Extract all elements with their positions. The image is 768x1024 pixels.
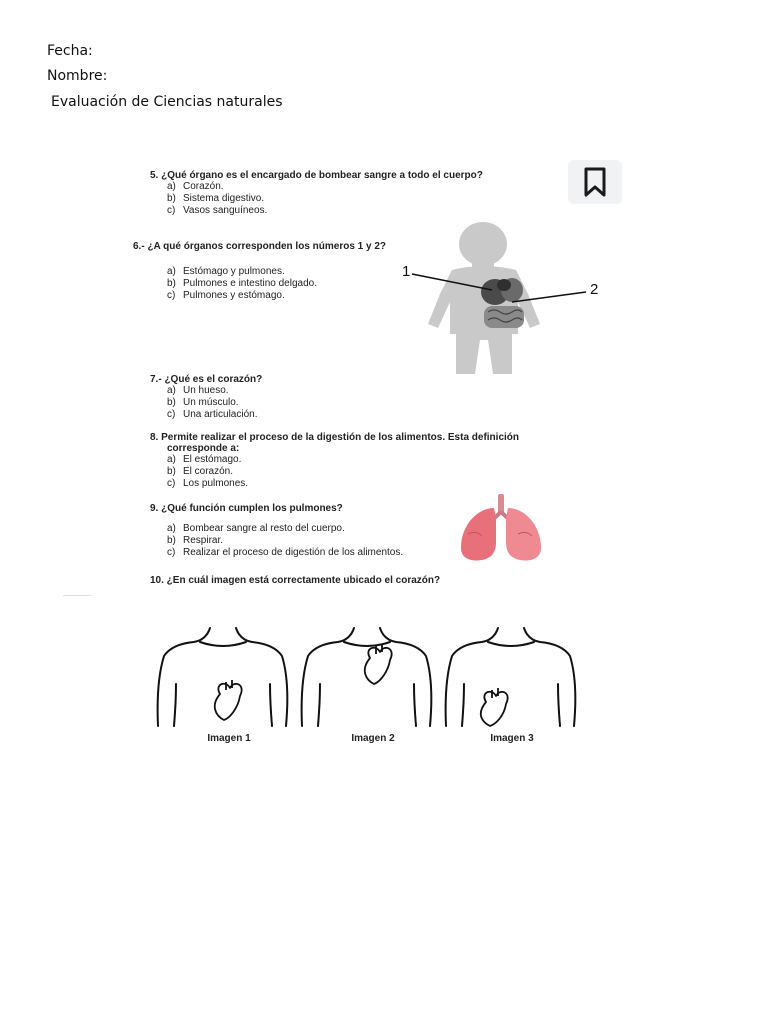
body-organs-figure — [400, 222, 615, 378]
question-8-option-c — [150, 478, 519, 490]
option-text: Sistema digestivo. — [183, 193, 265, 204]
option-letter: c) — [167, 478, 176, 489]
option-letter: a) — [167, 266, 176, 277]
option-text: Corazón. — [183, 181, 224, 192]
question-9 — [150, 503, 403, 559]
question-5-option-b — [150, 193, 483, 205]
option-letter: b) — [167, 466, 176, 477]
option-text: El estómago. — [183, 454, 242, 465]
question-6-option-a — [133, 266, 386, 278]
option-letter: a) — [167, 181, 176, 192]
option-text: Vasos sanguíneos. — [183, 205, 268, 216]
lungs-figure — [458, 494, 544, 562]
heart-3 — [481, 688, 508, 726]
option-text: Estómago y pulmones. — [183, 266, 285, 277]
question-7-title: 7.- ¿Qué es el corazón? — [150, 374, 263, 385]
question-7-option-b — [150, 397, 262, 409]
option-letter: c) — [167, 290, 176, 301]
fecha-label: Fecha: — [47, 43, 93, 59]
question-5-option-c — [150, 205, 483, 217]
question-7 — [150, 374, 262, 421]
option-letter: a) — [167, 385, 176, 396]
question-9-option-c — [150, 547, 403, 559]
question-6-option-c — [133, 290, 386, 302]
option-text: Un músculo. — [183, 397, 239, 408]
option-text: Pulmones y estómago. — [183, 290, 285, 301]
question-9-option-b — [150, 535, 403, 547]
option-text: Bombear sangre al resto del cuerpo. — [183, 523, 345, 534]
torso-3 — [446, 628, 576, 726]
question-10-title: 10. ¿En cuál imagen está correctamente ubicado el corazón? — [150, 575, 441, 586]
bookmark-icon — [583, 167, 607, 197]
question-8-option-a — [150, 454, 519, 466]
option-text: Respirar. — [183, 535, 224, 546]
bookmark-button[interactable] — [568, 160, 622, 204]
option-letter: b) — [167, 278, 176, 289]
caption-image-1: Imagen 1 — [207, 733, 251, 744]
question-10 — [150, 575, 440, 586]
option-text: Pulmones e intestino delgado. — [183, 278, 317, 289]
option-text: Una articulación. — [183, 409, 258, 420]
heart-1 — [215, 680, 242, 720]
label-2: 2 — [590, 281, 599, 298]
option-letter: b) — [167, 193, 176, 204]
question-9-title: 9. ¿Qué función cumplen los pulmones? — [150, 503, 343, 514]
question-8-title-cont: corresponde a: — [167, 443, 240, 454]
question-8 — [150, 432, 519, 490]
question-7-option-c — [150, 409, 262, 421]
option-letter: c) — [167, 205, 176, 216]
option-text: Los pulmones. — [183, 478, 249, 489]
question-5-option-a — [150, 181, 483, 193]
divider — [63, 595, 91, 596]
torso-images-figure — [150, 622, 585, 730]
option-text: Un hueso. — [183, 385, 229, 396]
option-letter: c) — [167, 409, 176, 420]
caption-image-2: Imagen 2 — [351, 733, 395, 744]
question-8-title: 8. Permite realizar el proceso de la digestión de los alimentos. Esta definición — [150, 432, 520, 443]
question-5-title: 5. ¿Qué órgano es el encargado de bombear sangre a todo el cuerpo? — [150, 170, 483, 181]
option-letter: a) — [167, 454, 176, 465]
question-6 — [133, 241, 386, 302]
caption-image-3: Imagen 3 — [490, 733, 534, 744]
option-text: El corazón. — [183, 466, 234, 477]
option-letter: a) — [167, 523, 176, 534]
question-7-option-a — [150, 385, 262, 397]
question-9-option-a — [150, 523, 403, 535]
nombre-label: Nombre: — [47, 68, 108, 84]
page-title: Evaluación de Ciencias naturales — [51, 94, 283, 110]
question-8-option-b — [150, 466, 519, 478]
question-5 — [150, 170, 483, 217]
heart-2 — [365, 644, 392, 684]
question-6-title: 6.- ¿A qué órganos corresponden los números 1 y 2? — [133, 241, 387, 252]
label-1: 1 — [402, 263, 411, 280]
option-letter: c) — [167, 547, 176, 558]
question-6-option-b — [133, 278, 386, 290]
option-letter: b) — [167, 397, 176, 408]
option-letter: b) — [167, 535, 176, 546]
option-text: Realizar el proceso de digestión de los alimentos. — [183, 547, 404, 558]
